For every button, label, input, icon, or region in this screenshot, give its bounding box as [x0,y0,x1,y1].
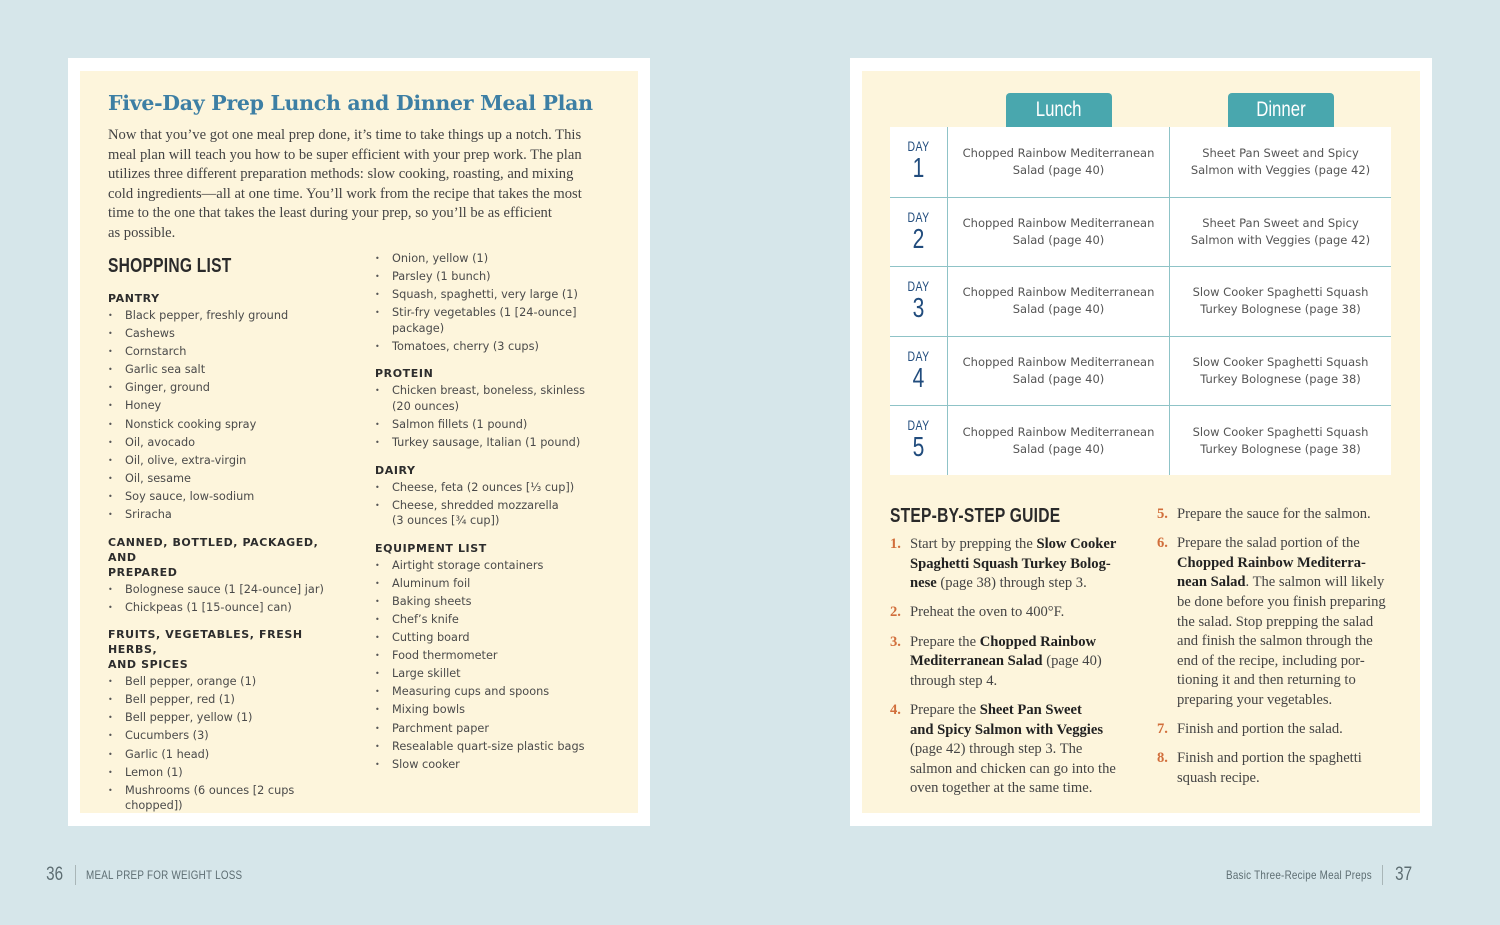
page-number: 37 [1394,864,1412,885]
dinner-line: Slow Cooker Spaghetti Squash [1192,424,1369,439]
canned-heading [108,535,348,580]
step-item [1157,534,1407,710]
list-item: • Cashews [108,326,348,342]
list-item: • Mixing bowls [375,702,615,718]
lunch-line: Salad (page 40) [1012,162,1105,177]
step-text-part: and finish the salmon through the [1177,633,1373,650]
list-item: • Bell pepper, orange (1) [108,674,348,690]
step-recipe-name: and Spicy Salmon with Veggies [910,721,1104,738]
step-number: 4. [890,701,901,718]
step-text-part: Preheat the oven to 400°F. [910,604,1065,621]
lunch-line: Chopped Rainbow Mediterranean [962,145,1155,160]
list-item-line: • Chicken breast, boneless, skinless [392,384,585,398]
dinner-line: Turkey Bolognese (page 38) [1200,302,1361,317]
produce-heading-line: FRUITS, VEGETABLES, FRESH HERBS, [108,628,303,657]
lunch-cell [948,267,1170,336]
list-item-line: (20 ounces) [392,399,460,413]
list-item-line: (3 ounces [¾ cup]) [392,514,500,528]
day-label: DAY [907,278,930,295]
step-text-part: (page 38) through step 3. [936,575,1087,592]
day-number: 4 [912,361,925,393]
dinner-cell [1170,127,1391,197]
lunch-line: Chopped Rainbow Mediterranean [962,424,1155,439]
step-number: 8. [1157,750,1168,767]
list-item: • Airtight storage containers [375,558,615,574]
day-label: DAY [907,208,930,225]
table-row [890,197,1391,267]
step-recipe-name: Sheet Pan Sweet [979,701,1082,718]
produce-list [108,674,348,814]
equipment-list [375,558,615,773]
day-cell [890,198,948,267]
list-item: • Slow cooker [375,757,615,773]
step-recipe-name: Spaghetti Squash Turkey Bolog- [910,555,1111,572]
step-text-part: oven together at the same time. [910,780,1093,797]
intro-line: meal plan will teach you how to be super efficient with your prep work. The plan [108,146,582,163]
step-recipe-name: nese [910,575,937,592]
lunch-line: Chopped Rainbow Mediterranean [962,285,1155,300]
right-panel [862,71,1420,813]
dinner-line: Slow Cooker Spaghetti Squash [1192,355,1369,370]
dinner-line: Turkey Bolognese (page 38) [1200,372,1361,387]
day-cell [890,406,948,475]
list-item: • Large skillet [375,666,615,682]
left-page [68,58,650,826]
day-number: 1 [912,152,925,183]
step-text-part: Finish and portion the salad. [1177,721,1343,738]
list-item: • Cucumbers (3) [108,728,348,744]
intro-line: utilizes three different preparation methods: slow cooking, roasting, and mixing [108,166,574,183]
step-number: 2. [890,604,901,621]
meal-plan-table [890,127,1391,475]
left-panel [80,71,638,813]
dairy-list [375,480,615,529]
day-number: 3 [912,292,925,324]
step-item [890,701,1140,799]
dinner-header-tab [1228,93,1334,127]
produce-list-continued [375,251,615,354]
equipment-heading: EQUIPMENT LIST [375,541,487,555]
day-label: DAY [907,138,930,154]
step-text [1177,720,1407,740]
table-row [890,336,1391,406]
right-page [850,58,1432,826]
footer-divider [1382,865,1383,885]
step-text-part: through step 4. [910,672,998,689]
intro-line: time to the one that takes the least during your prep, so you’ll be as efficient [108,205,552,222]
step-text-part: . The salmon will likely [1245,574,1385,591]
step-text [1177,749,1407,788]
step-text-part: (page 40) [1042,653,1102,670]
produce-heading [108,627,348,672]
shopping-column-2 [375,251,615,784]
list-item: • Salmon fillets (1 pound) [375,417,615,433]
list-item: • Ginger, ground [108,380,348,396]
list-item: • Parchment paper [375,721,615,737]
step-text [1177,505,1407,525]
step-text-part: Finish and portion the spaghetti [1177,750,1362,767]
list-item-line: • Mushrooms (6 ounces [2 cups [125,783,295,797]
page-title: Five-Day Prep Lunch and Dinner Meal Plan [108,91,593,115]
dinner-line: Salmon with Veggies (page 42) [1190,232,1371,247]
shopping-column-1 [108,291,348,826]
step-text-part: Prepare the salad portion of the [1177,535,1360,552]
right-footer [1194,864,1414,886]
list-item: • Bell pepper, red (1) [108,692,348,708]
list-item: • Oil, avocado [108,435,348,451]
step-recipe-name: nean Salad [1177,574,1246,591]
list-item: • Food thermometer [375,648,615,664]
list-item-line: package) [392,321,445,335]
left-footer [44,864,277,886]
list-item: • Oil, sesame [108,471,348,487]
step-item [1157,505,1407,525]
intro-line: Now that you’ve got one meal prep done, it’s time to take things up a notch. This [108,127,582,143]
table-row [890,405,1391,475]
step-text [910,535,1140,594]
list-item: • Tomatoes, cherry (3 cups) [375,339,615,355]
protein-list [375,383,615,450]
produce-heading-line: AND SPICES [108,658,189,672]
page-number: 36 [46,864,64,885]
canned-heading-line: PREPARED [108,565,178,579]
step-item [1157,749,1407,788]
list-item-line: • Cheese, shredded mozzarella [392,498,559,512]
step-text [910,603,1140,623]
step-text-part: preparing your vegetables. [1177,691,1333,708]
list-item [375,305,615,336]
list-item: • Aluminum foil [375,576,615,592]
table-row [890,127,1391,197]
dairy-heading: DAIRY [375,463,416,477]
step-text-part: Prepare the sauce for the salmon. [1177,506,1371,522]
list-item: • Cheese, feta (2 ounces [⅓ cup]) [375,480,615,496]
list-item: • Bolognese sauce (1 [24-ounce] jar) [108,582,348,598]
lunch-cell [948,127,1170,197]
step-number: 6. [1157,535,1168,552]
step-item [1157,720,1407,740]
dinner-header-label: Dinner [1256,98,1306,121]
list-item: • Nonstick cooking spray [108,417,348,433]
list-item-line: • Stir-fry vegetables (1 [24-ounce] [392,306,577,320]
day-label: DAY [907,347,930,364]
dinner-line: Sheet Pan Sweet and Spicy [1202,215,1359,230]
list-item [108,783,348,814]
list-item: • Measuring cups and spoons [375,684,615,700]
book-title: MEAL PREP FOR WEIGHT LOSS [86,868,243,882]
step-text [1177,534,1407,710]
list-item: • Garlic (1 head) [108,747,348,763]
list-item: • Resealable quart-size plastic bags [375,739,615,755]
step-text [910,701,1140,799]
lunch-line: Salad (page 40) [1012,372,1105,387]
list-item: • Baking sheets [375,594,615,610]
list-item: • Sriracha [108,507,348,523]
list-item: • Soy sauce, low-sodium [108,489,348,505]
list-item: • Bell pepper, yellow (1) [108,710,348,726]
day-cell [890,267,948,336]
list-item: • Garlic sea salt [108,362,348,378]
step-text-part: end of the recipe, including por- [1177,652,1365,669]
step-text-part: Start by prepping the [910,536,1037,552]
day-label: DAY [907,417,930,434]
dinner-cell [1170,337,1391,406]
step-text-part: Prepare the [910,701,980,718]
dinner-line: Sheet Pan Sweet and Spicy [1202,145,1359,160]
day-number: 2 [912,222,925,254]
protein-heading: PROTEIN [375,367,434,381]
pantry-heading: PANTRY [108,292,160,305]
dinner-cell [1170,406,1391,475]
step-recipe-name: Mediterranean Salad [910,653,1043,670]
step-number: 5. [1157,506,1168,522]
list-item: • Chef’s knife [375,612,615,628]
day-cell [890,127,948,197]
list-item: • Turkey sausage, Italian (1 pound) [375,435,615,451]
list-item: • Squash, spaghetti, very large (1) [375,287,615,303]
dinner-line: Turkey Bolognese (page 38) [1200,441,1361,456]
list-item [375,383,615,414]
intro-line: cold ingredients—all at one time. You’ll work from the recipe that takes the most [108,185,582,202]
lunch-line: Chopped Rainbow Mediterranean [962,215,1155,230]
chapter-title: Basic Three-Recipe Meal Preps [1225,868,1372,882]
step-number: 7. [1157,721,1168,738]
footer-divider [75,865,76,885]
lunch-cell [948,337,1170,406]
day-cell [890,337,948,406]
day-number: 5 [912,431,925,463]
dinner-line: Slow Cooker Spaghetti Squash [1192,285,1369,300]
pantry-list [108,308,348,523]
list-item: • Parsley (1 bunch) [375,269,615,285]
lunch-cell [948,198,1170,267]
canned-list [108,582,348,616]
list-item: • Oil, olive, extra-virgin [108,453,348,469]
step-number: 3. [890,633,901,650]
step-recipe-name: Chopped Rainbow [979,633,1097,650]
lunch-header-tab [1006,93,1112,127]
shopping-list-heading: SHOPPING LIST [108,255,232,277]
step-text-part: (page 42) through step 3. The [910,741,1083,758]
lunch-line: Salad (page 40) [1012,302,1105,317]
intro-paragraph [108,126,614,244]
step-item [890,633,1140,692]
lunch-line: Salad (page 40) [1012,232,1105,247]
step-item [890,535,1140,594]
lunch-header-label: Lunch [1036,98,1082,121]
step-text-part: the salad. Stop prepping the salad [1177,613,1374,630]
list-item: • Chickpeas (1 [15-ounce] can) [108,600,348,616]
step-number: 1. [890,536,901,552]
list-item-line: chopped]) [125,799,183,813]
steps-column-1 [890,535,1140,809]
step-text-part: tioning it and then returning to [1177,672,1356,689]
list-item: • Onion, yellow (1) [375,251,615,267]
intro-line: as possible. [108,224,176,241]
step-text-part: salmon and chicken can go into the [910,760,1116,777]
step-item [890,603,1140,623]
list-item: • Lemon (1) [108,765,348,781]
dinner-cell [1170,267,1391,336]
steps-column-2 [1157,505,1407,798]
list-item: • Black pepper, freshly ground [108,308,348,324]
table-row [890,266,1391,336]
list-item: • Honey [108,398,348,414]
list-item: • Cutting board [375,630,615,646]
lunch-line: Chopped Rainbow Mediterranean [962,355,1155,370]
step-text-part: squash recipe. [1177,769,1260,786]
step-recipe-name: Chopped Rainbow Mediterra- [1177,554,1366,571]
dinner-line: Salmon with Veggies (page 42) [1190,162,1371,177]
step-guide-heading: STEP-BY-STEP GUIDE [890,505,1061,527]
lunch-cell [948,406,1170,475]
step-text-part: be done before you finish preparing [1177,593,1386,610]
dinner-cell [1170,198,1391,267]
step-text [910,633,1140,692]
canned-heading-line: CANNED, BOTTLED, PACKAGED, AND [108,535,319,564]
list-item [375,498,615,529]
step-text-part: Prepare the [910,633,980,650]
list-item: • Cornstarch [108,344,348,360]
step-recipe-name: Slow Cooker [1036,536,1117,552]
lunch-line: Salad (page 40) [1012,441,1105,456]
